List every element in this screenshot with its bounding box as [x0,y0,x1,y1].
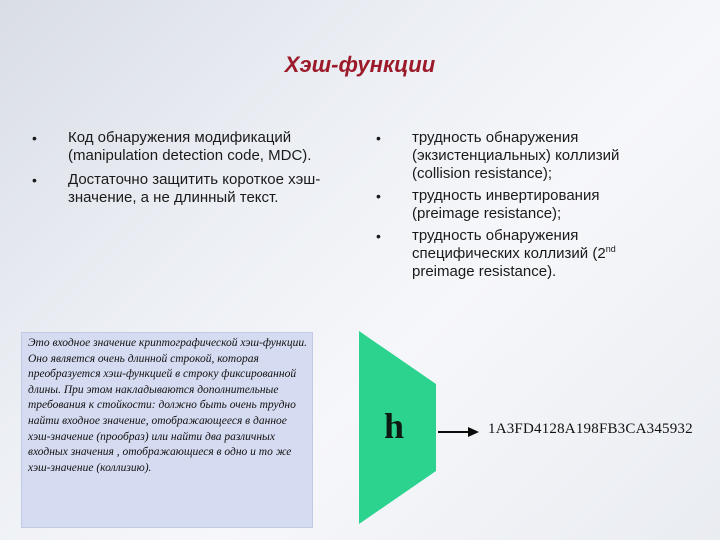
bullet-text: Код обнаружения модификаций (manipulation detection code, MDC). [68,129,312,164]
bullet-dot: • [376,188,381,204]
bullet-dot: • [376,228,381,244]
hash-function-label: h [384,406,405,446]
input-explanation-text: Это входное значение криптографической хэш-функции. Оно является очень длинной строкой, которая преобразуется хэш-функцией в строку фиксированной длины. При этом накладываются дополнительные требования к стойкости: должно быть очень трудно найти входное значение, отображающееся в данное хэш-значение (прообраз) или найти два различных входных значения , отображающиеся в одно и то же хэш-значение (коллизию). [28,337,308,474]
bullet-text: трудность инвертирования (preimage resistance); [412,187,600,222]
bullet-text-part: preimage resistance). [412,263,557,280]
slide-title: Хэш-функции [284,52,436,77]
superscript-nd: nd [605,244,616,254]
bullet-dot: • [32,172,37,188]
output-arrow-head [468,427,479,437]
bullet-text: Достаточно защитить короткое хэш-значение, а не длинный текст. [68,171,321,206]
bullet-text: трудность обнаружения (экзистенциальных) коллизий (collision resistance); [412,129,620,182]
bullet-dot: • [32,130,37,146]
bullet-text-part: трудность обнаружения специфических коллизий (2 [412,227,606,262]
bullet-dot: • [376,130,381,146]
hash-output-value: 1A3FD4128A198FB3CA345932 [488,421,693,437]
